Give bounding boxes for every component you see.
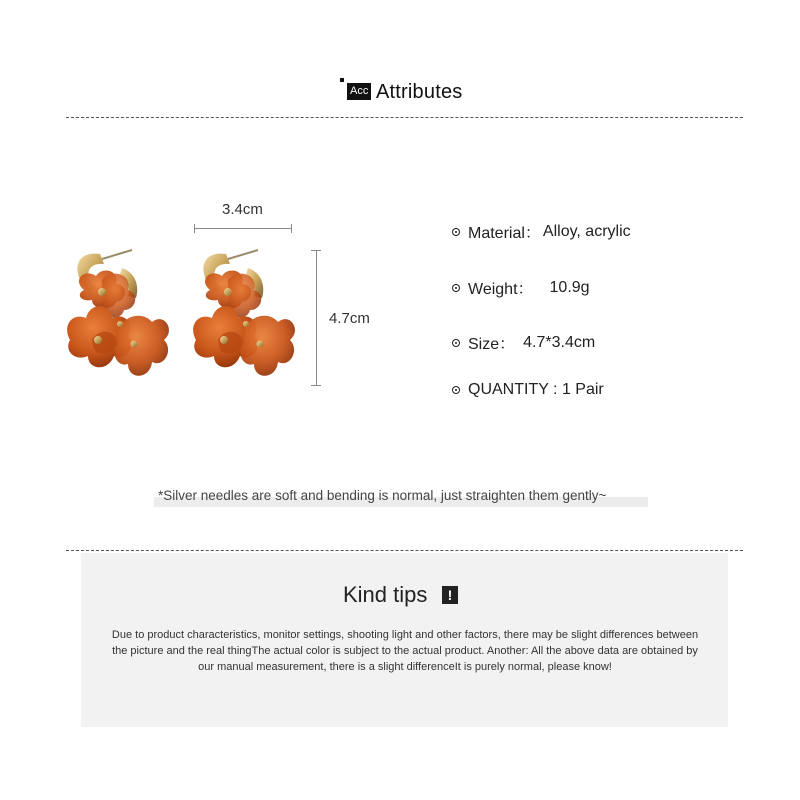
height-dimension-cap-bottom (311, 385, 321, 386)
attribute-value: 10.9g (549, 278, 590, 296)
kind-tips-title: Kind tips (343, 582, 428, 607)
kind-tips-text: Due to product characteristics, monitor settings, shooting light and other factors, there may be slight differences between the picture and the real thingThe actual color is subject to the actual product. Another: All the above data are obtained by our manual measurement, there is a slight differenceIt is purely normal, please know! (111, 629, 699, 673)
attribute-value: Alloy, acrylic (542, 222, 631, 240)
divider-bottom (66, 550, 743, 551)
height-dimension-label: 4.7cm (329, 310, 370, 327)
section-badge: Acc (347, 83, 371, 100)
attribute-weight (452, 276, 590, 299)
width-dimension-label: 3.4cm (222, 201, 263, 218)
bullet-icon (452, 228, 460, 236)
width-dimension-line (194, 228, 292, 229)
attribute-quantity (452, 381, 604, 399)
attribute-label: Material： (468, 225, 541, 242)
height-dimension-cap-top (311, 250, 321, 251)
exclamation-icon: ! (442, 586, 458, 604)
bullet-icon (452, 339, 460, 347)
attribute-material (452, 220, 631, 243)
height-dimension-line (316, 250, 317, 385)
bullet-icon (452, 386, 460, 394)
title-marker (340, 78, 344, 82)
attribute-size (452, 331, 595, 354)
attribute-label: Weight： (468, 281, 534, 298)
attribute-value: 4.7*3.4cm (523, 333, 596, 351)
attribute-label: Size： (468, 336, 516, 353)
width-dimension-cap-right (291, 224, 292, 233)
attribute-label: QUANTITY : 1 Pair (468, 381, 604, 398)
divider-top (66, 117, 743, 118)
care-note: *Silver needles are soft and bending is normal, just straighten them gently~ (158, 488, 607, 503)
earrings-image (62, 240, 322, 395)
bullet-icon (452, 284, 460, 292)
section-title: Attributes (376, 81, 463, 103)
width-dimension-cap-left (194, 224, 195, 233)
